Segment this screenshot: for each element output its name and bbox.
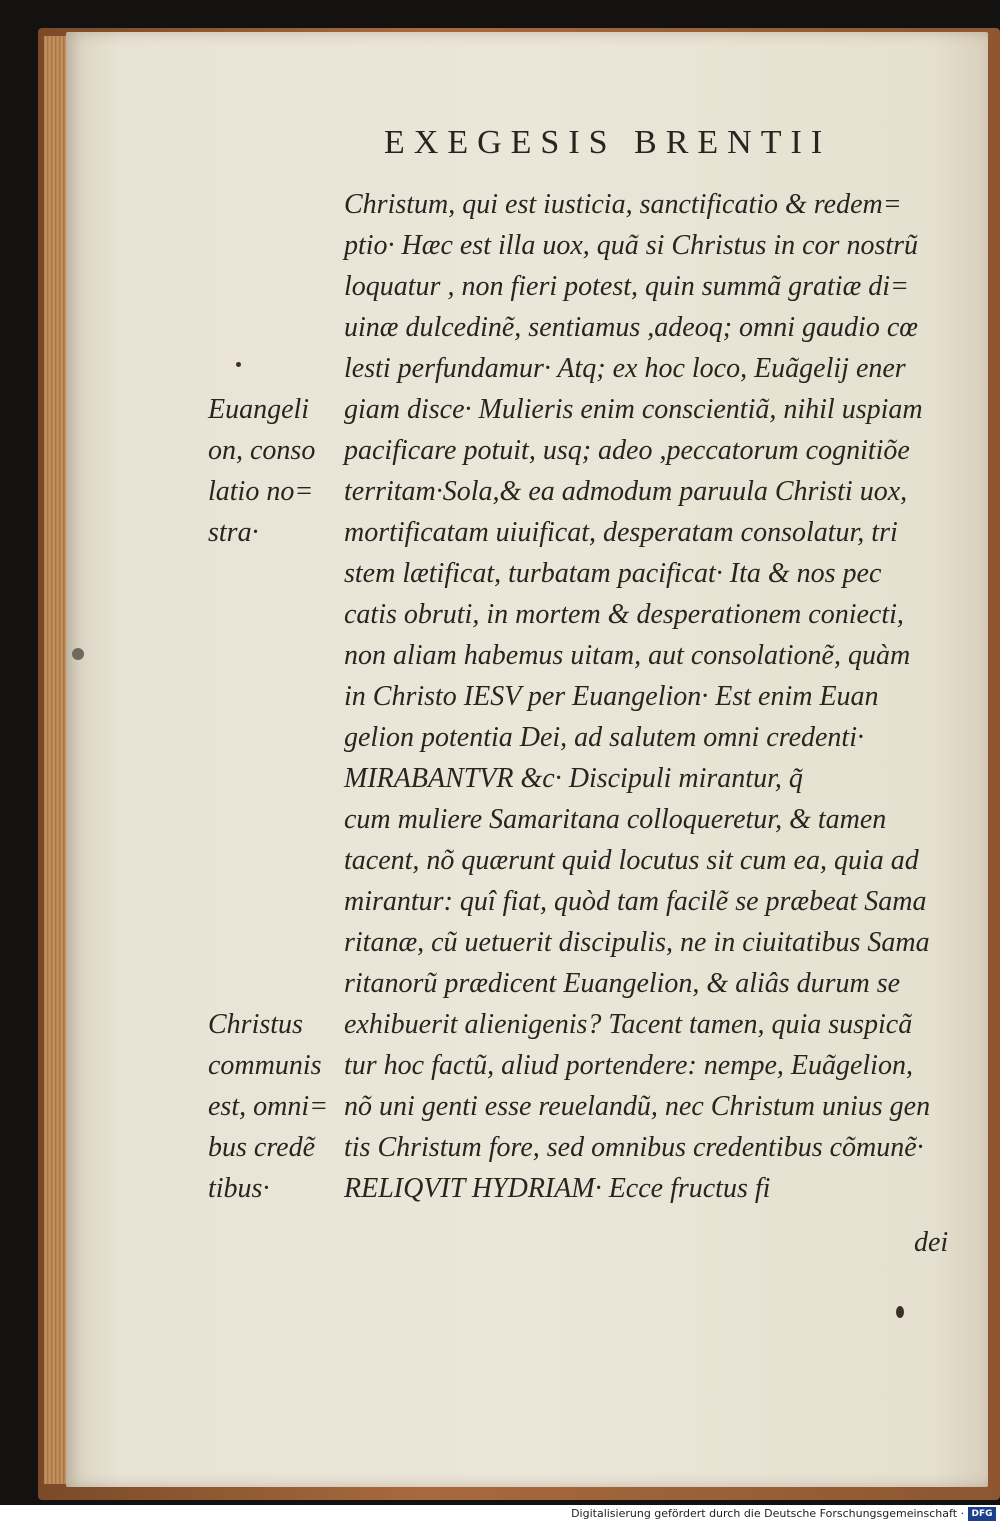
body-line: tis Christum fore, sed omnibus credentibus cõmunẽ· bbox=[344, 1132, 924, 1163]
margin-note-line: Euangeli bbox=[208, 394, 310, 425]
body-line: RELIQVIT HYDRIAM· Ecce fructus fi bbox=[344, 1173, 771, 1204]
body-line: lesti perfundamur· Atq; ex hoc loco, Euãgelij ener bbox=[344, 353, 906, 384]
body-line: territam·Sola,& ea admodum paruula Christi uox, bbox=[344, 476, 908, 507]
footer-credit: Digitalisierung gefördert durch die Deutsche Forschungsgemeinschaft · bbox=[571, 1507, 964, 1520]
body-line: mortificatam uiuificat, desperatam consolatur, tri bbox=[344, 517, 898, 548]
body-line: cum muliere Samaritana colloqueretur, & tamen bbox=[344, 804, 887, 835]
body-line: in Christo IESV per Euangelion· Est enim Euan bbox=[344, 681, 879, 712]
body-line: tacent, nõ quærunt quid locutus sit cum ea, quia ad bbox=[344, 845, 919, 876]
margin-note-line: latio no= bbox=[208, 476, 314, 507]
body-line: mirantur: quî fiat, quòd tam facilẽ se præbeat Sama bbox=[344, 886, 927, 917]
margin-note-line: est, omni= bbox=[208, 1091, 328, 1122]
body-line: ritanorũ prædicent Euangelion, & aliâs durum se bbox=[344, 968, 901, 999]
catchword: dei bbox=[914, 1227, 949, 1258]
body-line: pacificare potuit, usq; adeo ,peccatorum cognitiõe bbox=[344, 435, 910, 466]
body-line: exhibuerit alienigenis? Tacent tamen, quia suspicã bbox=[344, 1009, 913, 1040]
body-line: uinæ dulcedinẽ, sentiamus ,adeoq; omni gaudio cœ bbox=[344, 312, 918, 343]
margin-note-line: tibus· bbox=[208, 1173, 270, 1204]
ink-spot bbox=[72, 648, 84, 660]
margin-note-line: communis bbox=[208, 1050, 322, 1081]
running-head: EXEGESIS BRENTII bbox=[384, 124, 832, 161]
ink-spot bbox=[896, 1306, 904, 1318]
dfg-logo: DFG bbox=[968, 1507, 996, 1521]
body-line: non aliam habemus uitam, aut consolationẽ, quàm bbox=[344, 640, 911, 671]
margin-note-line: on, conso bbox=[208, 435, 316, 466]
body-line: catis obruti, in mortem & desperationem coniecti, bbox=[344, 599, 904, 630]
body-line: MIRABANTVR &c· Discipuli mirantur, q̃ bbox=[344, 763, 803, 794]
page-stack-edge bbox=[44, 36, 68, 1484]
margin-note-line: bus credẽ bbox=[208, 1132, 316, 1163]
body-line: giam disce· Mulieris enim conscientiã, nihil uspiam bbox=[344, 394, 923, 425]
ink-spot bbox=[236, 362, 241, 367]
body-line: Christum, qui est iusticia, sanctificatio & redem= bbox=[344, 189, 902, 220]
body-line: ptio· Hæc est illa uox, quã si Christus in cor nostrũ bbox=[344, 230, 919, 261]
body-line: loquatur , non fieri potest, quin summã gratiæ di= bbox=[344, 271, 909, 302]
margin-note-line: stra· bbox=[208, 517, 259, 548]
body-line: ritanæ, cũ uetuerit discipulis, ne in ciuitatibus Sama bbox=[344, 927, 930, 958]
body-line: nõ uni genti esse reuelandũ, nec Christum unius gen bbox=[344, 1091, 931, 1122]
body-line: gelion potentia Dei, ad salutem omni credenti· bbox=[344, 722, 864, 753]
margin-note-line: Christus bbox=[208, 1009, 303, 1040]
body-line: stem lætificat, turbatam pacificat· Ita & nos pec bbox=[344, 558, 882, 589]
body-line: tur hoc factũ, aliud portendere: nempe, Euãgelion, bbox=[344, 1050, 913, 1081]
footer-bar bbox=[0, 1505, 1000, 1524]
